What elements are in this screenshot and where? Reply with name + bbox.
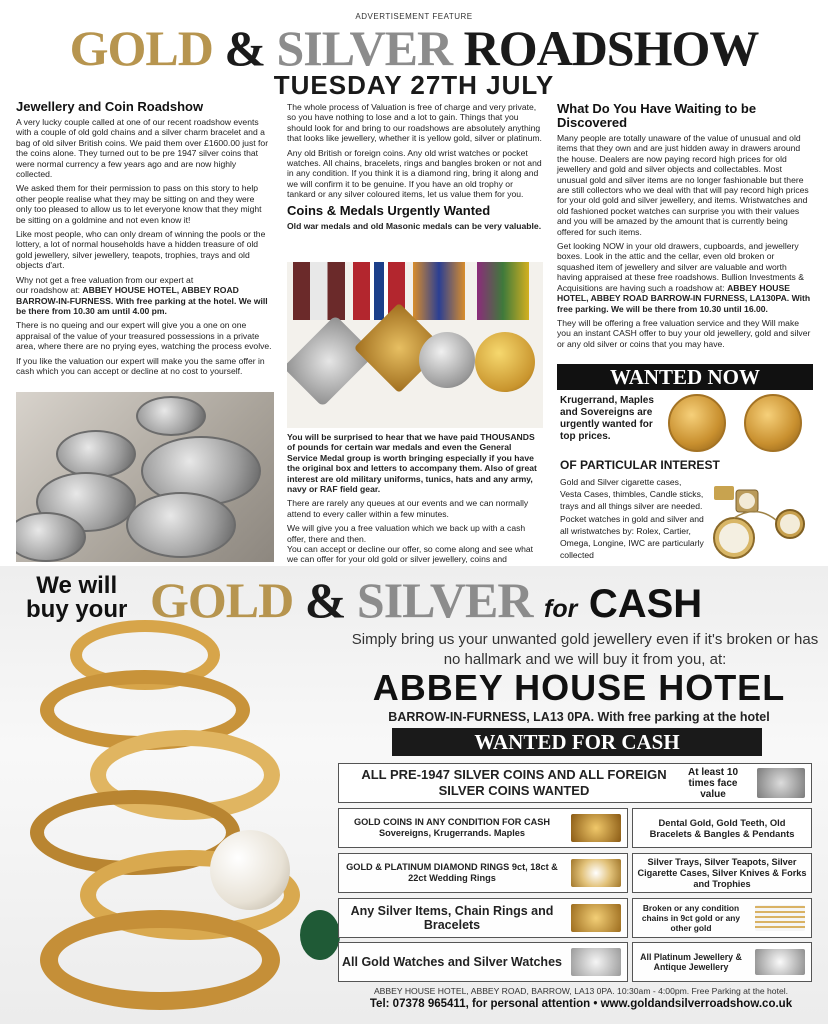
pocket-watches-image — [706, 484, 814, 562]
col1-p2: We asked them for their permission to pass on this story to help other people realise what they may be sitting on and they were only too pleased to allow us to let everyone know that they might be sitting on a goldmine and not even know it! — [16, 183, 262, 225]
krugerrand-coin-image — [668, 394, 726, 452]
face-value-text: At least 10 times face value — [687, 766, 739, 800]
advertisement-feature-label: ADVERTISEMENT FEATURE — [355, 12, 473, 21]
col1-heading: Jewellery and Coin Roadshow — [16, 99, 204, 114]
we-will-buy-your — [26, 574, 127, 622]
masthead-title — [0, 22, 828, 74]
col1-p4-bold: ABBEY HOUSE HOTEL, ABBEY ROAD BARROW-IN-FURNESS. With free parking at the hotel. We will be there from 10.30 am until 4.00 pm. — [16, 285, 268, 316]
broken-chains-box — [632, 898, 812, 938]
sovereign-coin-image — [744, 394, 802, 452]
column-valuation — [287, 102, 543, 235]
bottom-gold: GOLD — [150, 572, 294, 628]
wanted-for-cash-banner: WANTED FOR CASH — [392, 728, 762, 756]
silver-coins-thumb — [757, 768, 805, 798]
title-gold: GOLD — [69, 20, 213, 76]
watches-thumb — [571, 948, 621, 976]
silver-items-text: Any Silver Items, Chain Rings and Bracelets — [350, 904, 554, 932]
col1-p4 — [16, 275, 272, 317]
title-roadshow: ROADSHOW — [463, 20, 759, 76]
war-medals-photo — [287, 262, 543, 428]
hotel-name: ABBEY HOUSE HOTEL — [372, 667, 786, 708]
bottom-silver: SILVER — [356, 572, 533, 628]
column-discovered — [557, 102, 813, 353]
col2-p4: There are rarely any queues at our events and we can normally attend to every caller within a few minutes. — [287, 498, 529, 519]
col2-heading: Coins & Medals Urgently Wanted — [287, 202, 491, 218]
col2-p6: You can accept or decline our offer, so come along and see what we can offer for your old gold or silver jewellery, coins and — [287, 544, 534, 565]
gold-silver-cash-title — [150, 574, 702, 635]
col2-sub: Old war medals and old Masonic medals can be very valuable. — [287, 220, 542, 231]
gold-coins-text: GOLD COINS IN ANY CONDITION FOR CASH Sovereigns, Krugerrands. Maples — [353, 817, 550, 838]
silver-trays-text: Silver Trays, Silver Teapots, Silver Cigarette Cases, Silver Knives & Forks and Trophies — [637, 856, 807, 889]
bottom-cash: CASH — [588, 582, 703, 626]
interest-text: Gold and Silver cigarette cases, Vesta Cases, thimbles, Candle sticks, trays and all things silver are needed. Pocket watches in gold and silver and all wristwatches by: Rolex, Cartier, Omega, Longine, IWC are particularly collected — [560, 477, 704, 561]
gold-coins-box — [338, 808, 628, 848]
footer-contact: Tel: 07378 965411, for personal attention • www.goldandsilverroadshow.co.uk — [369, 998, 793, 1010]
diamond-rings-text: GOLD & PLATINUM DIAMOND RINGS 9ct, 18ct & 22ct Wedding Rings — [346, 862, 558, 883]
krugerrand-text: Krugerrand, Maples and Sovereigns are urgently wanted for top prices. — [560, 395, 654, 442]
simply-bring-text: Simply bring us your unwanted gold jewellery even if it's broken or has no hallmark and we will buy it from you, at: — [351, 631, 819, 668]
hotel-address: BARROW-IN-FURNESS, LA13 0PA. With free parking at the hotel — [388, 710, 770, 724]
col1-p4b: our roadshow at: — [16, 285, 81, 296]
watches-text: All Gold Watches and Silver Watches — [342, 955, 562, 969]
silver-items-box — [338, 898, 628, 938]
col2-p1: The whole process of Valuation is free of charge and very private, so you have nothing to lose and a lot to gain. Things that you should look for and bring to our roadshows are absolutely anything that looks like jewellery, whether it is yellow gold, silver or platinum. — [287, 102, 542, 144]
footer-address: ABBEY HOUSE HOTEL, ABBEY ROAD, BARROW, LA13 0PA. 10:30am - 4:00pm. Free Parking at the hotel. — [373, 986, 789, 996]
pre-1947-coins-box — [338, 763, 812, 803]
col3-heading: What Do You Have Waiting to be Discovered — [557, 101, 757, 130]
col1-p1: A very lucky couple called at one of our recent roadshow events with a couple of old gold chains and a silver charm bracelet and a bag of old silver British coins. We paid them over £1600.00 just for the coins alone. They turned out to be pre 1947 silver coins that were normal currency a few years ago and are now highly collected. — [16, 117, 269, 180]
interest-heading: OF PARTICULAR INTEREST — [560, 458, 720, 472]
dental-gold-text: Dental Gold, Gold Teeth, Old Bracelets & Bangles & Pendants — [649, 817, 795, 839]
diamond-rings-box — [338, 853, 628, 893]
col1-p3: Like most people, who can only dream of winning the pools or the lottery, a lot of normal households have a hidden treasure of old gold jewellery, silver jewellery, teapots, trophies, trays and old objects d'art. — [16, 229, 266, 271]
col3-p3: They will be offering a free valuation service and they Will make you an instant CASH offer to buy your old jewellery, gold and silver or any old silver or coins that you may have. — [557, 317, 811, 349]
col2-p5: We will give you a free valuation which we back up with a cash offer, there and then. — [287, 523, 526, 544]
title-silver: SILVER — [276, 20, 453, 76]
rings-thumb — [571, 859, 621, 887]
silver-coins-photo — [16, 392, 274, 562]
col3-p2-text: Get looking NOW in your old drawers, cupboards, and jewellery boxes. Look in the attic and the cellar, even old broken or squashed item of jewellery and silver are valuable and worth having appraised at these free roadshows. Bullion Investments & Acquisitions are having such a roadshow at: — [557, 241, 804, 293]
column-jewellery-roadshow — [16, 100, 272, 380]
bottom-amp: & — [304, 572, 346, 628]
col3-p2 — [557, 241, 813, 314]
column-valuation-continued — [287, 432, 543, 579]
gold-coins-thumb — [571, 814, 621, 842]
title-amp: & — [224, 20, 265, 76]
pre-1947-coins-text: ALL PRE-1947 SILVER COINS AND ALL FOREIGN SILVER COINS WANTED — [361, 767, 667, 798]
col3-p2-bold: ABBEY HOUSE HOTEL, ABBEY ROAD BARROW-IN FURNESS, LA130PA. With free parking. We will be there from 10.30 until 16.00. — [557, 282, 811, 314]
col1-p6: If you like the valuation our expert will make you the same offer in cash which you can accept or decline at no cost to yourself. — [16, 355, 265, 376]
chains-gold-thumb — [755, 905, 805, 931]
gold-rings-image — [0, 620, 340, 1024]
wanted-now-banner: WANTED NOW — [557, 364, 813, 390]
chains-thumb — [571, 904, 621, 932]
platinum-jewellery-box — [632, 942, 812, 982]
dental-gold-box — [632, 808, 812, 848]
col3-p1: Many people are totally unaware of the value of unusual and old items that they own and are just hidden away in drawers around the house. Dealers are now paying record high prices for old jewellery and gold and silver objects and collectables. Most unusual gold and silver items are no longer fashionable but there are still collectors who we deal with that will pay record high prices for your old gold and silver jewellery, and items. Wristwatches and old fashioned pocket watches can surprise you with their values and you will be amazed by the amount that is currently being offered for such items. — [557, 133, 809, 237]
broken-chains-text: Broken or any condition chains in 9ct gold or any other gold — [641, 903, 741, 933]
platinum-jewellery-text: All Platinum Jewellery & Antique Jewellery — [640, 952, 742, 972]
col2-p2: Any old British or foreign coins. Any old wrist watches or pocket watches. All chains, bracelets, rings and bangles broken or not and in any condition. If you think it is a diamond ring, bring it along and we will confirm it to be genuine. If you have an old trophy or tankard or any silver coloured items, let us value them for you. — [287, 147, 542, 200]
bottom-for: for — [544, 595, 578, 623]
platinum-thumb — [755, 949, 805, 975]
event-date: TUESDAY 27TH JULY — [273, 70, 555, 100]
col1-p5: There is no queing and our expert will give you a one on one appraisal of the value of your treasured possessions in a private area, where there are no prying eyes, watching the process evolve. — [16, 320, 272, 352]
watches-box — [338, 942, 628, 982]
col2-p3: You will be surprised to hear that we have paid THOUSANDS of pounds for certain war medals and even the General Service Medal group is worth bringing especially if you have the original box and letters to accompany them. Also of great interest are old military uniforms, tunics, hats and any army, navy or RAF field gear. — [287, 432, 537, 495]
silver-trays-box — [632, 853, 812, 893]
we-will-text: We will — [36, 572, 118, 599]
buy-your-text: buy your — [26, 596, 128, 623]
col1-p4a: Why not get a free valuation from our expert at — [16, 274, 194, 285]
